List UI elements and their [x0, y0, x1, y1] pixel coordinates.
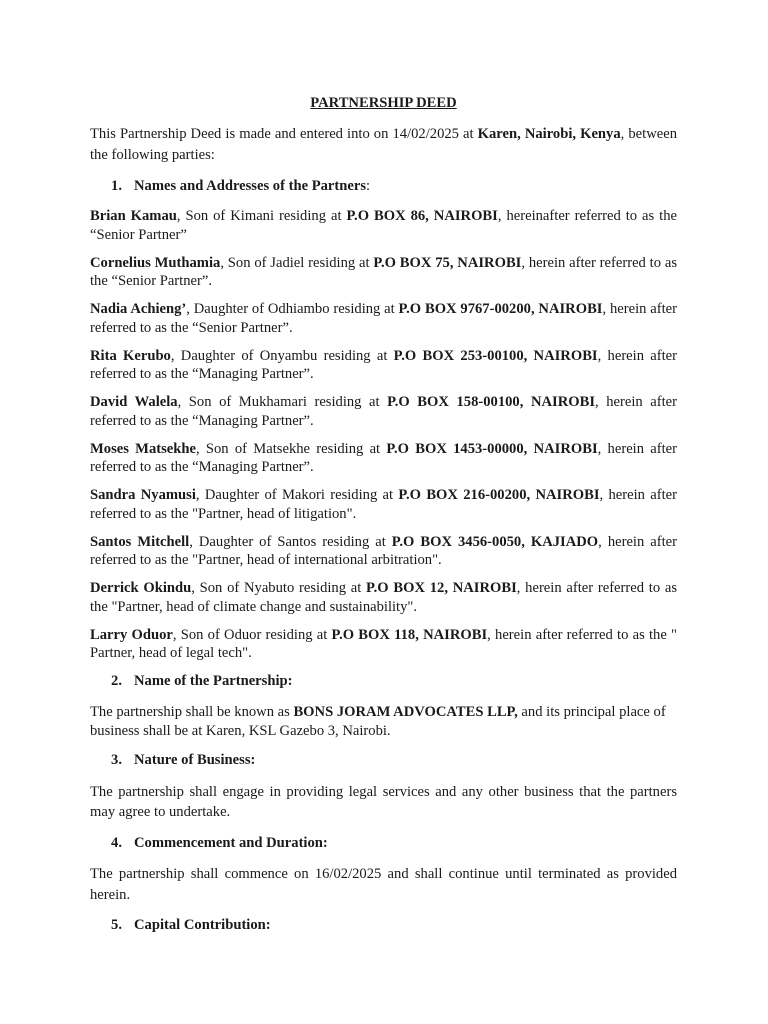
section-number: 2.	[111, 673, 122, 689]
partner-role: , herein after referred to as the “Managing Partner”.	[90, 394, 677, 429]
partnership-firm-name: BONS JORAM ADVOCATES LLP,	[293, 703, 518, 720]
section-title: Commencement and Duration:	[134, 834, 328, 851]
partner-role: , hereinafter referred to as the “Senior Partner”	[90, 208, 678, 243]
partner-entry-3	[90, 300, 677, 337]
partner-entry-4	[90, 347, 677, 384]
partnership-name-text-2: and its principal place of business shall be at Karen, KSL Gazebo 3, Nairobi.	[90, 703, 666, 739]
partner-relation: , Daughter of Makori residing at	[195, 487, 399, 503]
partner-role: , herein after referred to as the “Senior Partner”.	[90, 301, 678, 336]
partner-name: Derrick Okindu	[90, 580, 192, 596]
partner-address: P.O BOX 253-00100, NAIROBI	[393, 347, 598, 364]
partner-address: P.O BOX 1453-00000, NAIROBI	[386, 440, 598, 457]
partner-entry-10	[90, 626, 677, 663]
partner-entry-8	[90, 533, 677, 570]
partner-relation: , Daughter of Onyambu residing at	[170, 347, 394, 364]
intro-text-2: , between the following parties:	[90, 125, 677, 163]
partner-address: P.O BOX 216-00200, NAIROBI	[398, 487, 600, 503]
partner-name: Santos Mitchell	[90, 533, 190, 550]
partner-entry-2	[90, 254, 677, 291]
section-number: 4.	[111, 834, 122, 851]
section-heading-5	[90, 916, 677, 935]
section-title: Name of the Partnership:	[134, 673, 293, 689]
partner-entry-9	[90, 579, 677, 616]
document-title: PARTNERSHIP DEED	[310, 95, 457, 111]
section-number: 1.	[111, 177, 122, 194]
partner-name: Rita Kerubo	[90, 347, 171, 364]
intro-place: Karen, Nairobi, Kenya	[477, 125, 621, 142]
partner-role: , herein after referred to as the “Managing Partner”.	[90, 347, 677, 382]
partner-relation: , Son of Mukhamari residing at	[177, 394, 388, 410]
partner-address: P.O BOX 3456-0050, KAJIADO	[391, 533, 599, 550]
partner-name: Nadia Achieng’	[90, 301, 187, 317]
partner-entry-5	[90, 393, 677, 430]
partner-address: P.O BOX 12, NAIROBI	[366, 580, 517, 596]
partnership-name-text-1: The partnership shall be known as	[90, 703, 294, 720]
partner-entry-6	[90, 440, 677, 477]
partner-relation: , Son of Matsekhe residing at	[195, 440, 387, 457]
partnership-name-paragraph	[90, 703, 677, 742]
partner-relation: , Son of Nyabuto residing at	[191, 580, 367, 596]
partner-relation: , Daughter of Odhiambo residing at	[186, 301, 399, 317]
partner-name: Larry Oduor	[90, 626, 173, 643]
partner-address: P.O BOX 86, NAIROBI	[346, 208, 498, 224]
section-suffix: :	[366, 177, 371, 194]
partner-relation: , Son of Kimani residing at	[176, 208, 347, 224]
section-number: 3.	[111, 752, 122, 768]
partner-name: Sandra Nyamusi	[90, 487, 196, 503]
partner-address: P.O BOX 75, NAIROBI	[373, 254, 522, 271]
partner-address: P.O BOX 9767-00200, NAIROBI	[398, 301, 603, 317]
partner-role: , herein after referred to as the "Partner, head of litigation".	[90, 487, 678, 522]
nature-paragraph: The partnership shall engage in providing legal services and any other business that the partners may agree to undertake.	[90, 783, 677, 820]
section-title: Capital Contribution:	[134, 917, 271, 933]
section-number: 5.	[111, 917, 122, 933]
partner-name: Cornelius Muthamia	[90, 254, 221, 271]
section-heading-3	[90, 751, 677, 770]
partner-name: Moses Matsekhe	[90, 440, 196, 457]
commencement-paragraph: The partnership shall commence on 16/02/2025 and shall continue until terminated as provided herein.	[90, 866, 677, 903]
section-heading-4	[90, 834, 677, 853]
partner-relation: , Son of Oduor residing at	[172, 626, 332, 643]
intro-paragraph	[90, 124, 677, 166]
document-page	[90, 94, 677, 947]
partner-address: P.O BOX 118, NAIROBI	[331, 626, 488, 643]
partner-entry-1	[90, 207, 677, 244]
partner-role: , herein after referred to as the " Partner, head of legal tech".	[90, 626, 677, 661]
intro-text-1: This Partnership Deed is made and entered into on 14/02/2025 at	[90, 125, 478, 142]
partner-address: P.O BOX 158-00100, NAIROBI	[387, 394, 596, 410]
section-title: Names and Addresses of the Partners	[134, 177, 367, 194]
section-heading-2	[90, 672, 677, 691]
section-title: Nature of Business:	[134, 752, 256, 768]
partner-entry-7	[90, 486, 677, 523]
partner-role: , herein after referred to as the "Partner, head of climate change and sustainability".	[90, 580, 678, 615]
partner-name: David Walela	[90, 394, 178, 410]
partner-name: Brian Kamau	[90, 208, 177, 224]
partner-role: , herein after referred to as the “Managing Partner”.	[90, 440, 678, 475]
section-heading-1	[90, 177, 677, 196]
partner-role: , herein after referred to as the "Partner, head of international arbitration".	[90, 533, 678, 568]
partner-relation: , Daughter of Santos residing at	[189, 533, 392, 550]
partner-role: , herein after referred to as the “Senior Partner”.	[90, 254, 677, 289]
partner-relation: , Son of Jadiel residing at	[220, 254, 374, 271]
